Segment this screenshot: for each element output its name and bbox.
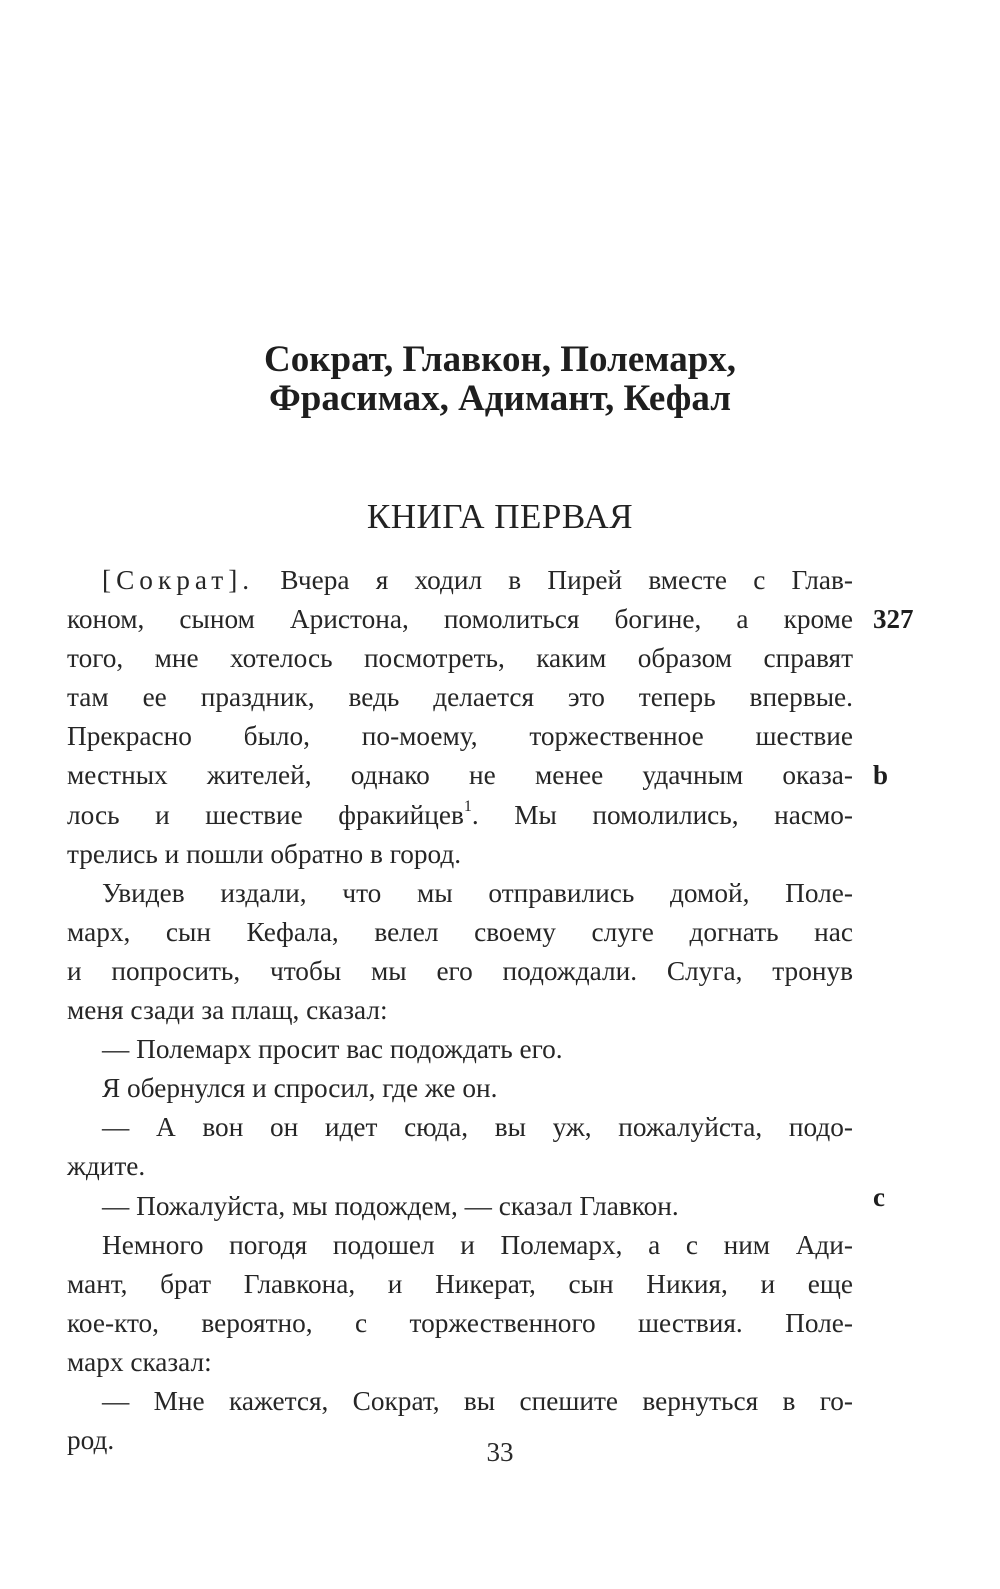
text-line-8: трелись и пошли обратно в город. xyxy=(67,838,462,869)
speaker-label: [Сократ]. xyxy=(102,565,255,595)
text-line-22: — Мне кажется, Сократ, вы спешите вернуться в го- xyxy=(102,1385,853,1416)
book-title: КНИГА ПЕРВАЯ xyxy=(366,497,634,536)
text-line-15: — А вон он идет сюда, вы уж, пожалуйста, подо- xyxy=(102,1112,853,1143)
text-line-7-b: . Мы помолились, насмо- xyxy=(471,799,853,830)
characters-line-1: Сократ, Главкон, Полемарх, xyxy=(263,339,737,380)
text-line-12: меня сзади за плащ, сказал: xyxy=(67,995,388,1026)
text-line-16: ждите. xyxy=(67,1151,146,1182)
text-line-20: кое-кто, вероятно, с торжественного шествия. Поле- xyxy=(67,1307,853,1338)
text-line-5: Прекрасно было, по-моему, торжественное шествие xyxy=(67,721,853,752)
body-text xyxy=(67,561,853,1460)
stephanus-section-b: b xyxy=(873,760,889,790)
text-line-9: Увидев издали, что мы отправились домой, Поле- xyxy=(102,877,853,908)
text-line-1 xyxy=(67,561,853,600)
text-line-23: род. xyxy=(67,1425,115,1456)
dialogue-characters-heading xyxy=(0,336,1000,420)
text-line-3: того, мне хотелось посмотреть, каким образом справят xyxy=(67,643,853,674)
text-line-17: — Пожалуйста, мы подождем, — сказал Главкон. xyxy=(102,1190,679,1221)
stephanus-section-c: c xyxy=(873,1182,885,1212)
text-line-21: марх сказал: xyxy=(67,1346,212,1377)
text-line-11: и попросить, чтобы мы его подождали. Слуга, тронув xyxy=(67,955,853,986)
text-line-6: местных жителей, однако не менее удачным оказа- xyxy=(67,760,853,791)
page-number: 33 xyxy=(486,1437,514,1467)
text-line-13: — Полемарх просит вас подождать его. xyxy=(102,1034,563,1065)
characters-line-2: Фрасимах, Адимант, Кефал xyxy=(269,378,731,420)
text-line-19: мант, брат Главкона, и Никерат, сын Никия, и еще xyxy=(67,1268,853,1299)
text-line-4: там ее праздник, ведь делается это теперь впервые. xyxy=(67,682,853,713)
text-line-2: коном, сыном Аристона, помолиться богине, а кроме xyxy=(67,604,853,635)
text-line-7 xyxy=(67,796,853,835)
text-line-18: Немного погодя подошел и Полемарх, а с ним Ади- xyxy=(102,1229,853,1260)
footnote-reference: 1 xyxy=(463,798,472,816)
text-line-1-rest: Вчера я ходил в Пирей вместе с Глав- xyxy=(280,565,854,595)
stephanus-number-327: 327 xyxy=(873,604,914,634)
text-line-14: Я обернулся и спросил, где же он. xyxy=(102,1073,498,1104)
text-line-7-a: лось и шествие фракийцев xyxy=(67,799,464,830)
text-line-10: марх, сын Кефала, велел своему слуге догнать нас xyxy=(67,916,853,947)
